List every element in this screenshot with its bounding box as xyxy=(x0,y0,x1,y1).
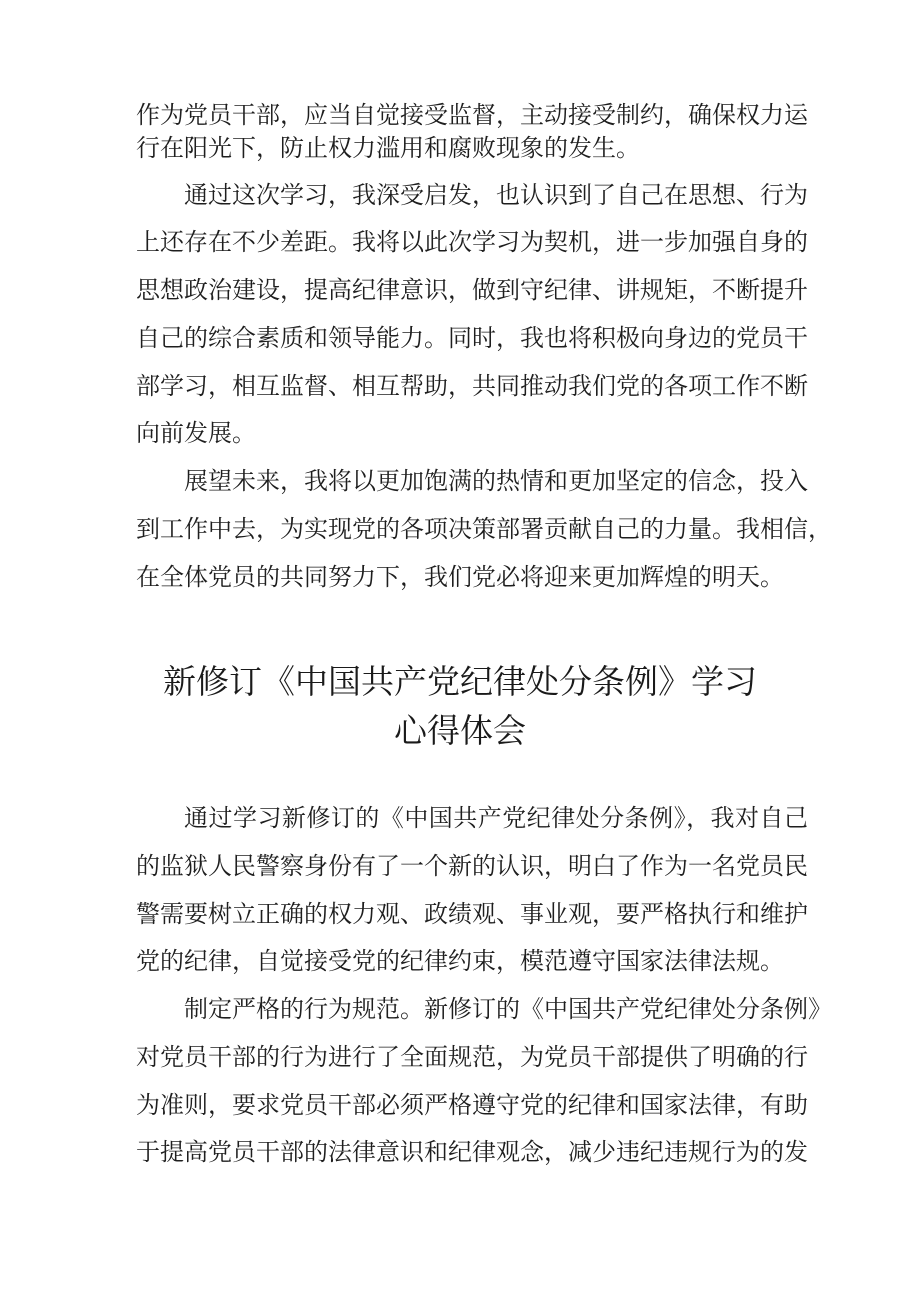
paragraph-line: 部学习，相互监督、相互帮助，共同推动我们党的各项工作不断 xyxy=(136,372,808,400)
article-title-line: 新修订《中国共产党纪律处分条例》学习 xyxy=(163,662,757,701)
paragraph-line: 向前发展。 xyxy=(136,419,256,447)
paragraph-line: 上还存在不少差距。我将以此次学习为契机，进一步加强自身的 xyxy=(136,228,808,256)
paragraph-line: 思想政治建设，提高纪律意识，做到守纪律、讲规矩，不断提升 xyxy=(136,276,808,304)
paragraph-line: 行在阳光下，防止权力滥用和腐败现象的发生。 xyxy=(136,134,640,162)
paragraph-line: 的监狱人民警察身份有了一个新的认识，明白了作为一名党员民 xyxy=(136,852,808,880)
paragraph-line: 作为党员干部，应当自觉接受监督，主动接受制约，确保权力运 xyxy=(136,101,808,129)
paragraph-line: 对党员干部的行为进行了全面规范，为党员干部提供了明确的行 xyxy=(136,1043,808,1071)
paragraph-line: 制定严格的行为规范。新修订的《中国共产党纪律处分条例》 xyxy=(184,995,832,1023)
paragraph-line: 自己的综合素质和领导能力。同时，我也将积极向身边的党员干 xyxy=(136,324,808,352)
paragraph-line: 党的纪律，自觉接受党的纪律约束，模范遵守国家法律法规。 xyxy=(136,947,784,975)
article-title-line: 心得体会 xyxy=(394,711,526,750)
paragraph-line: 为准则，要求党员干部必须严格遵守党的纪律和国家法律，有助 xyxy=(136,1091,808,1119)
paragraph-line: 通过学习新修订的《中国共产党纪律处分条例》，我对自己 xyxy=(184,804,808,832)
paragraph-line: 展望未来，我将以更加饱满的热情和更加坚定的信念，投入 xyxy=(184,467,808,495)
paragraph-line: 通过这次学习，我深受启发，也认识到了自己在思想、行为 xyxy=(184,181,808,209)
paragraph-line: 警需要树立正确的权力观、政绩观、事业观，要严格执行和维护 xyxy=(136,900,808,928)
paragraph-line: 于提高党员干部的法律意识和纪律观念，减少违纪违规行为的发 xyxy=(136,1138,808,1166)
paragraph-line: 到工作中去，为实现党的各项决策部署贡献自己的力量。我相信， xyxy=(136,515,832,543)
paragraph-line: 在全体党员的共同努力下，我们党必将迎来更加辉煌的明天。 xyxy=(136,563,784,591)
